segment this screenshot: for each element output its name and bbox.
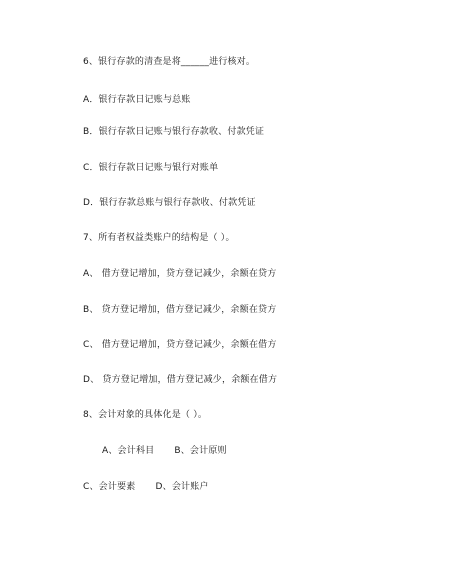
question-7-option-a: A、 借方登记增加，贷方登记减少，余额在贷方 (83, 269, 277, 279)
question-8-option-a: A、会计科目 (102, 446, 155, 456)
question-6-option-d: D．银行存款总账与银行存款收、付款凭证 (83, 198, 256, 208)
question-8-option-b: B、会计原则 (174, 446, 227, 456)
question-6-option-a: A．银行存款日记账与总账 (83, 95, 191, 105)
question-8-option-d: D、会计账户 (155, 482, 209, 492)
question-8-stem: 8、会计对象的具体化是（ ）。 (83, 410, 208, 420)
question-8-option-c: C、会计要素 (83, 482, 136, 492)
question-6-option-b: B．银行存款日记账与银行存款收、付款凭证 (83, 127, 265, 137)
question-7-stem: 7、所有者权益类账户的结构是（ ）。 (83, 233, 235, 243)
question-8-options-row-2 (83, 481, 209, 493)
question-8-options-row-1 (102, 445, 227, 457)
question-7-option-b: B、 贷方登记增加，借方登记减少，余额在贷方 (83, 305, 277, 315)
question-6-stem: 6、银行存款的清查是将______进行核对。 (83, 57, 256, 67)
question-6-option-c: C．银行存款日记账与银行对账单 (83, 163, 219, 173)
question-7-option-d: D、 贷方登记增加，借方登记减少，余额在借方 (83, 375, 278, 385)
question-7-option-c: C、 借方登记增加，贷方登记减少，余额在借方 (83, 340, 277, 350)
